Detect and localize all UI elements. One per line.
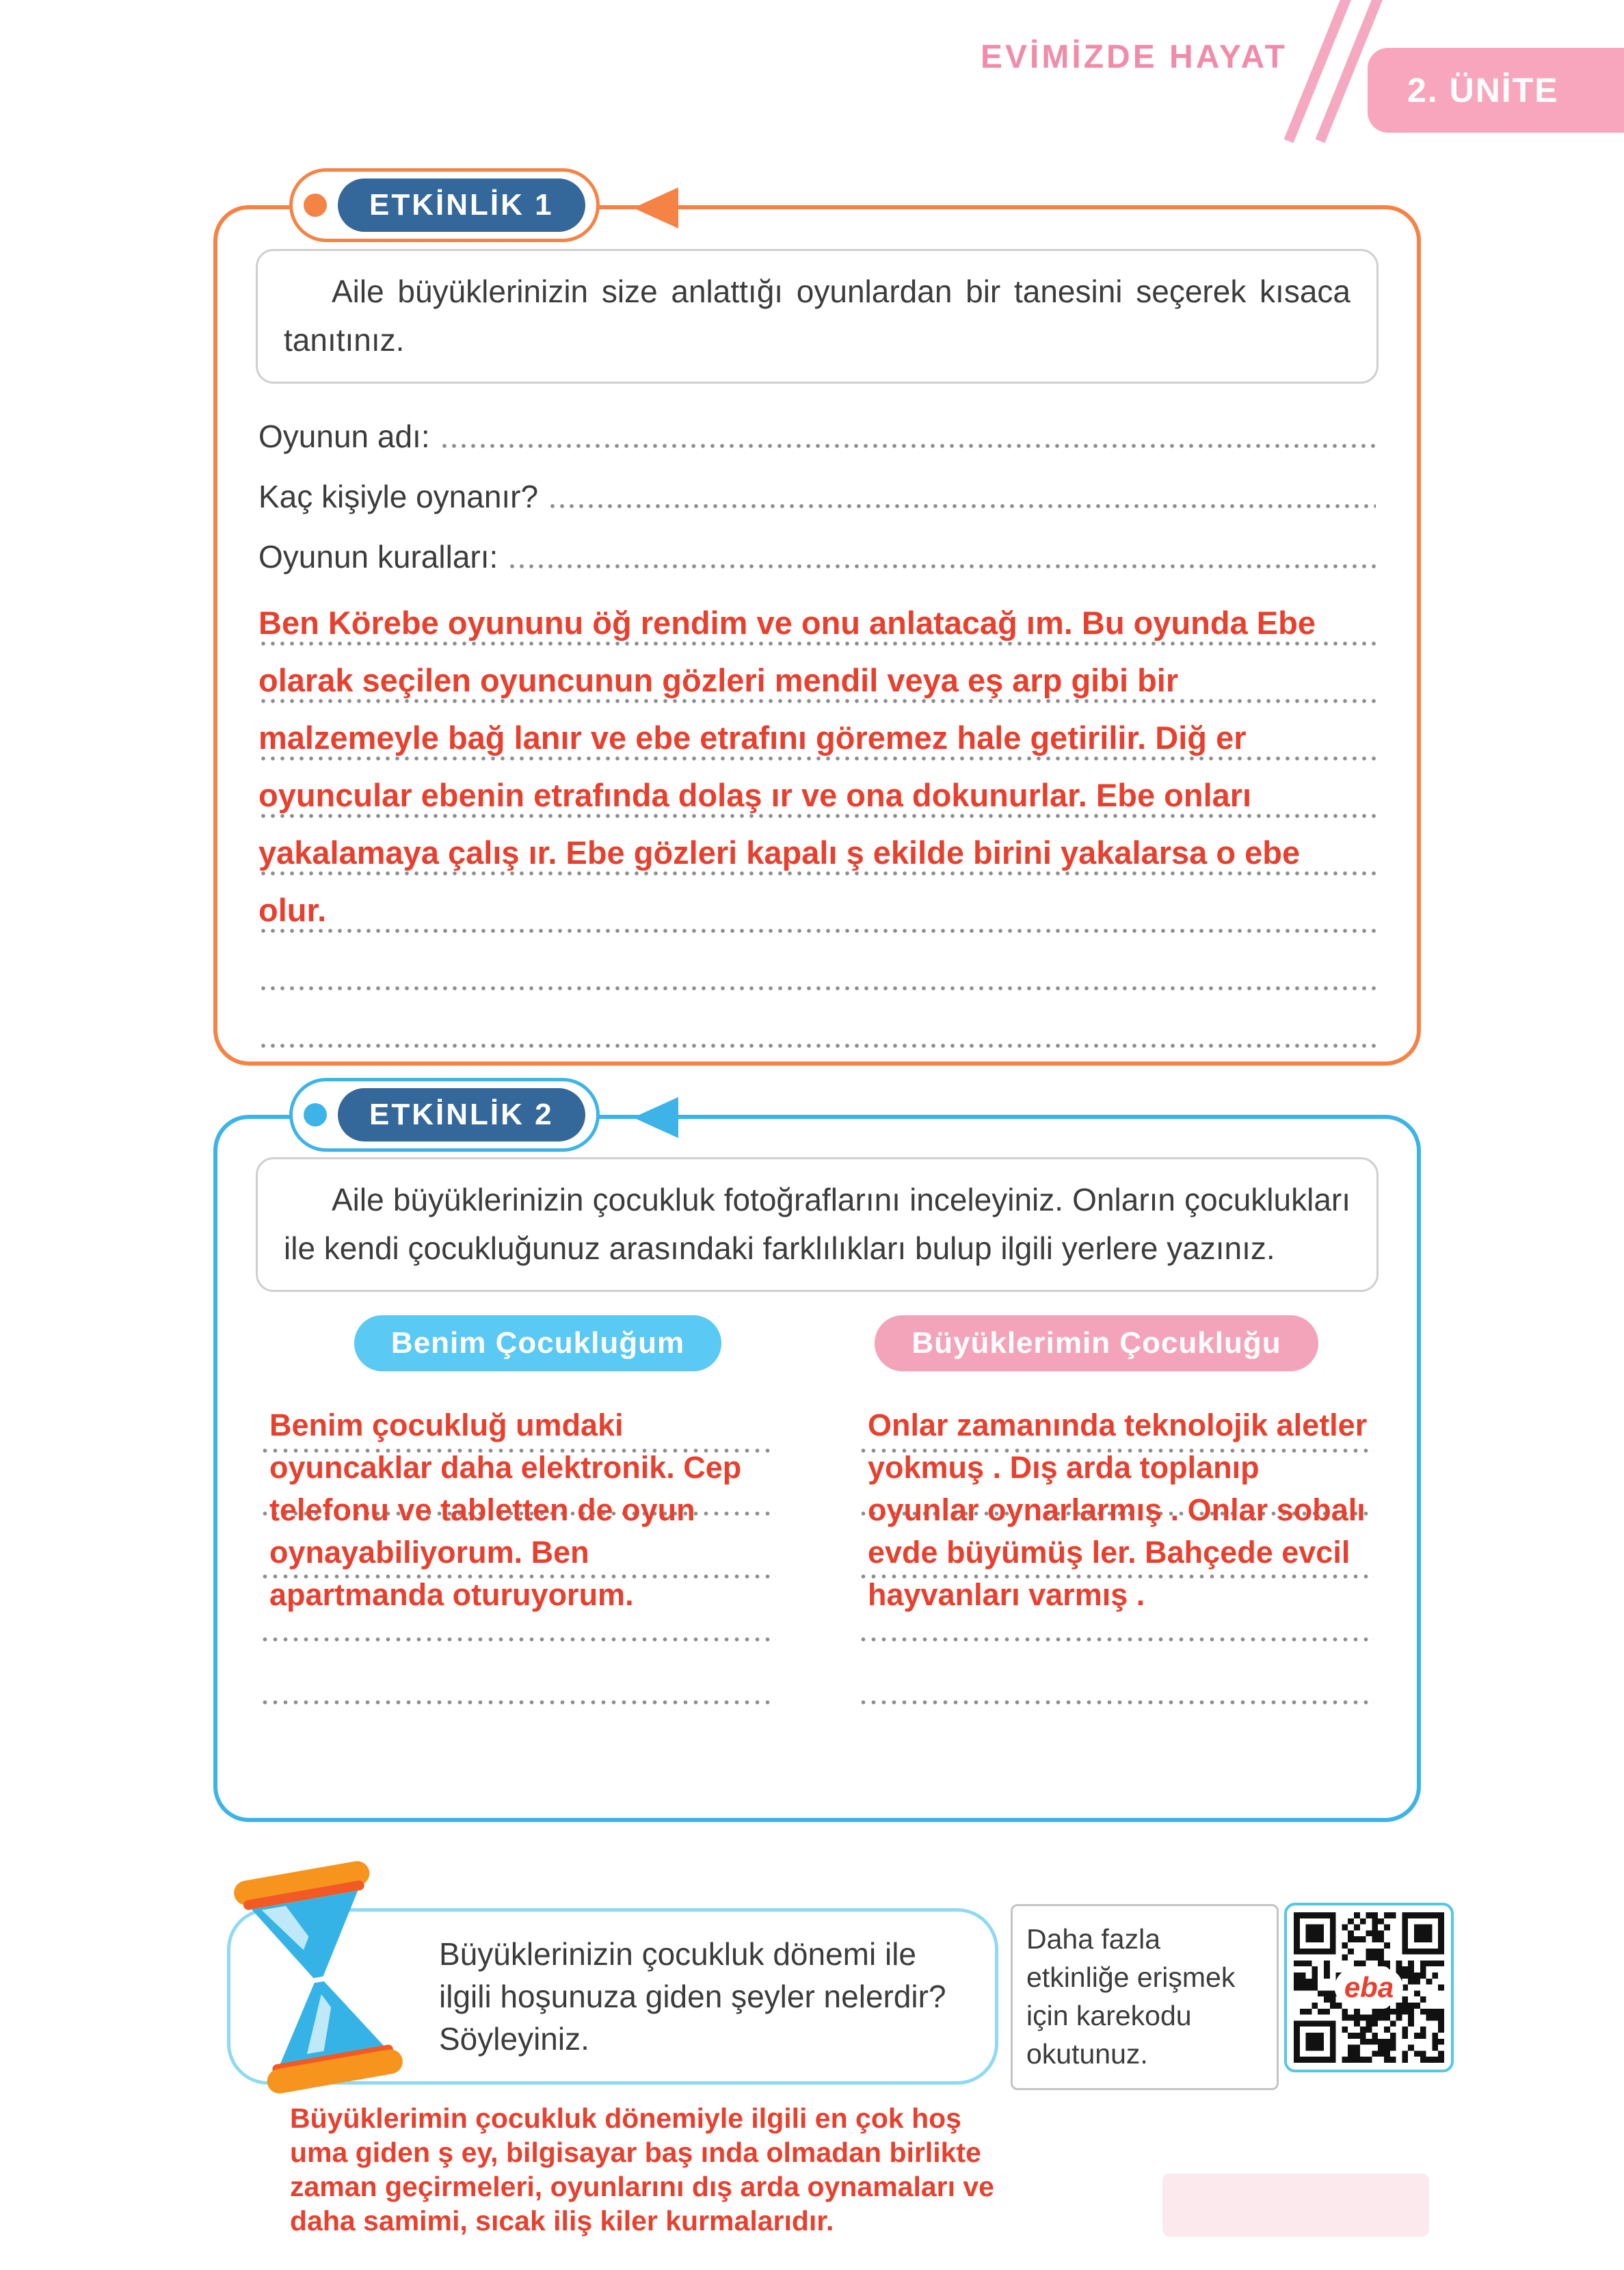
eba-logo: eba [1335, 1968, 1403, 2007]
elders-childhood-answer-area [858, 1401, 1374, 1723]
field-row-game-name [258, 400, 1376, 460]
my-childhood-handwritten-answer: Benim çocukluğ umdaki oyuncaklar daha elektronik. Cep telefonu ve tabletten de oyun oynayabiliyorum. Ben apartmanda oturuyorum. [269, 1407, 742, 1612]
activity-1-badge-label: ETKİNLİK 1 [338, 179, 585, 232]
qr-code [1284, 1903, 1454, 2072]
footer-handwritten-answer: Büyüklerimin çocukluk dönemiyle ilgili en çok hoş uma giden ş ey, bilgisayar baş ında olmadan birlikte zaman geçirmeleri, oyunlarını dış arda oynamaları ve daha samimi, sıcak iliş kiler kurmalarıdır. [290, 2102, 994, 2236]
dotted-answer-line [548, 500, 1376, 511]
my-childhood-pill: Benim Çocukluğum [354, 1315, 721, 1371]
column-headers [258, 1315, 1376, 1371]
dotted-answer-line [507, 560, 1376, 571]
activity-2-badge [289, 1078, 600, 1152]
activity-1-instruction-text: Aile büyüklerinizin size anlattığı oyunlardan bir tanesini seçerek kısaca tanıtınız. [284, 274, 1350, 358]
dotted-answer-line [440, 440, 1376, 451]
elders-childhood-handwritten-answer: Onlar zamanında teknolojik aletler yokmuş . Dış arda toplanıp oyunlar oynarlarmış . Onlar sobalı evde büyümüş ler. Bahçede evcil hayvanları varmış . [868, 1407, 1368, 1612]
column-header-left [258, 1315, 817, 1371]
unit-title: EVİMİZDE HAYAT [981, 39, 1288, 75]
field-label: Kaç kişiyle oynanır? [258, 478, 539, 514]
activity-1-fields [258, 400, 1376, 581]
bullet-dot-icon [304, 1103, 327, 1126]
activity-1-panel [213, 188, 1421, 1066]
activity-1-answer-area [258, 594, 1376, 1054]
comparison-columns [260, 1401, 1374, 1723]
elders-childhood-pill: Büyüklerimin Çocukluğu [875, 1315, 1318, 1371]
activity-1-instruction-box [256, 249, 1379, 384]
column-header-right [817, 1315, 1376, 1371]
qr-caption-box [1011, 1904, 1279, 2090]
qr-caption-text: Daha fazla etkinliğe erişmek için karekodu okutunuz. [1026, 1923, 1236, 2070]
arrow-left-icon [633, 187, 678, 228]
activity-2-panel [213, 1098, 1421, 1822]
field-label: Oyunun adı: [258, 418, 430, 454]
discussion-prompt-text: Büyüklerinizin çocukluk dönemi ile ilgili hoşunuza giden şeyler nelerdir? Söyleyiniz. [439, 1936, 946, 2057]
activity-2-badge-label: ETKİNLİK 2 [338, 1088, 585, 1141]
field-row-game-rules [258, 520, 1376, 581]
activity-1-badge [289, 168, 600, 242]
faded-highlight-decoration [1162, 2174, 1429, 2236]
arrow-left-icon [633, 1097, 678, 1138]
my-childhood-answer-area [260, 1401, 776, 1723]
field-label: Oyunun kuralları: [258, 538, 498, 575]
activity-2-instruction-box [256, 1157, 1379, 1292]
activity-1-handwritten-answer: Ben Körebe oyununu öğ rendim ve onu anlatacağ ım. Bu oyunda Ebe olarak seçilen oyuncunun gözleri mendil veya eş arp gibi bir malzemeyle bağ lanır ve ebe etrafını göremez hale getirilir. Diğ er oyuncular ebenin etrafında dolaş ır ve ona dokunurlar. Ebe onları yakalamaya çalış ır. Ebe gözleri kapalı ş ekilde birini yakalarsa o ebe olur. [258, 604, 1316, 928]
bullet-dot-icon [304, 194, 327, 217]
activity-2-instruction-text: Aile büyüklerinizin çocukluk fotoğraflarını inceleyiniz. Onların çocuklukları ile kendi çocukluğunuz arasındaki farklılıkları bulup ilgili yerlere yazınız. [284, 1182, 1350, 1267]
field-row-player-count [258, 460, 1376, 520]
unit-number-badge: 2. ÜNİTE [1368, 48, 1624, 133]
